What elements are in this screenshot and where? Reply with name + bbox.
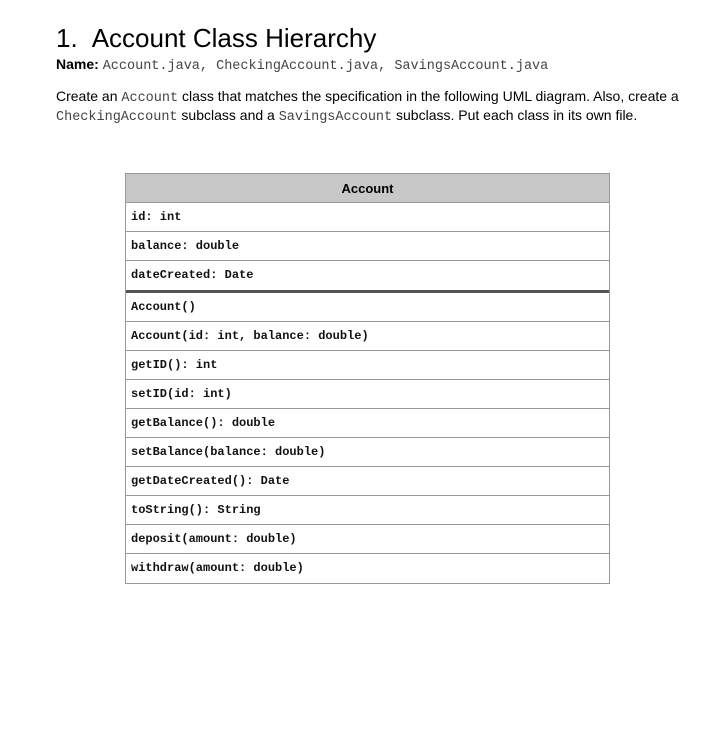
uml-class-diagram <box>125 173 610 584</box>
uml-method: Account() <box>126 293 609 322</box>
uml-method: toString(): String <box>126 496 609 525</box>
section-title: Account Class Hierarchy <box>91 23 377 53</box>
intro-code-account: Account <box>121 91 179 106</box>
uml-method: deposit(amount: double) <box>126 525 609 554</box>
uml-attribute: id: int <box>126 203 609 232</box>
section-number: 1. <box>56 23 78 53</box>
file-names: Account.java, CheckingAccount.java, SavingsAccount.java <box>102 59 549 74</box>
uml-method: withdraw(amount: double) <box>131 561 304 575</box>
intro-code-savings: SavingsAccount <box>278 110 393 125</box>
uml-method: setID(id: int) <box>126 380 609 409</box>
uml-class-name: Account <box>126 174 609 203</box>
intro-text-2: class that matches the specification in the following UML diagram. Also, create a <box>178 88 679 104</box>
intro-text-1: Create an <box>56 88 122 104</box>
section-heading <box>56 22 376 54</box>
intro-text-4: subclass. Put each class in its own file. <box>392 107 638 123</box>
uml-method: getDateCreated(): Date <box>126 467 609 496</box>
file-names-line <box>56 55 548 76</box>
uml-attribute: balance: double <box>126 232 609 261</box>
name-label: Name: <box>56 56 99 72</box>
uml-method: Account(id: int, balance: double) <box>126 322 609 351</box>
uml-method: setBalance(balance: double) <box>126 438 609 467</box>
uml-attribute: dateCreated: Date <box>131 268 254 282</box>
uml-method: getBalance(): double <box>126 409 609 438</box>
intro-code-checking: CheckingAccount <box>56 110 178 125</box>
intro-text-3: subclass and a <box>177 107 279 123</box>
uml-method: getID(): int <box>126 351 609 380</box>
intro-paragraph <box>56 88 686 126</box>
